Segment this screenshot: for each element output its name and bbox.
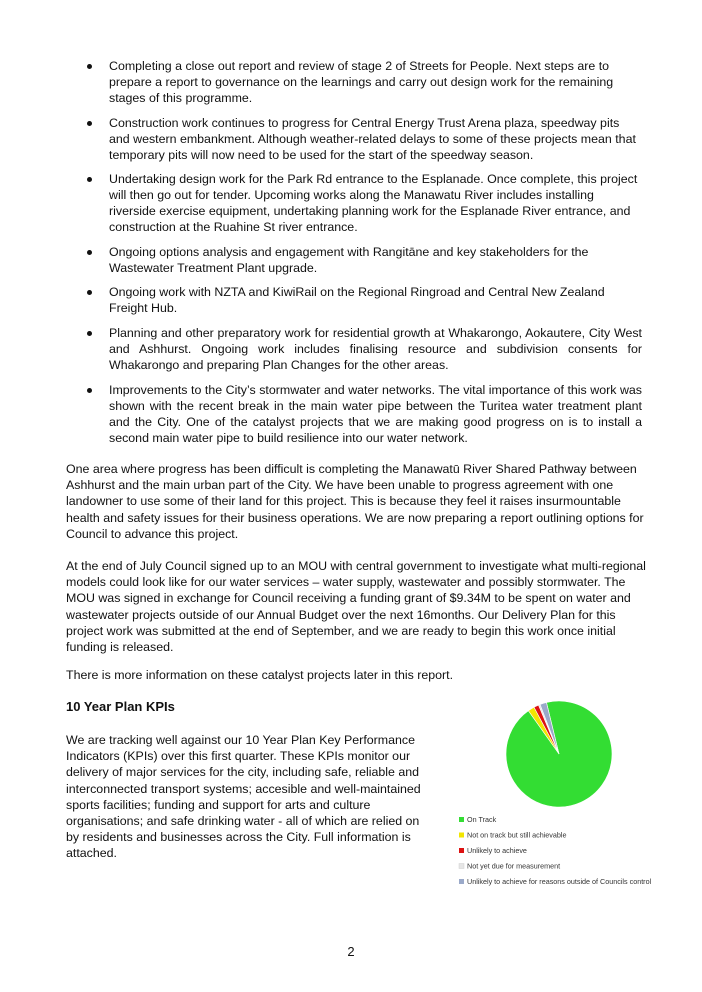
bullet-item: Planning and other preparatory work for residential growth at Whakarongo, Aokautere, City West and Ashhurst. Ongoing work includes finalising resource and subdivision consents for Whakarongo and preparing Plan Changes for the other areas. bbox=[86, 325, 642, 373]
legend-swatch bbox=[459, 879, 464, 884]
bullet-item: Improvements to the City’s stormwater and water networks. The vital importance of this work was shown with the recent break in the main water pipe between the Turitea water treatment plant and the City. One of the catalyst projects that we are making good progress on is to install a second main water pipe to build resilience into our water network. bbox=[86, 382, 642, 446]
bullet-item: Ongoing work with NZTA and KiwiRail on the Regional Ringroad and Central New Zealand Freight Hub. bbox=[86, 284, 642, 316]
legend-label: Unlikely to achieve bbox=[467, 846, 527, 855]
mou-paragraph: At the end of July Council signed up to an MOU with central government to investigate what multi-regional models could look like for our water services – water supply, wastewater and possibly stormwater. The MOU was signed in exchange for Council receiving a funding grant of $9.34M to be spent on water and wastewater projects outside of our Annual Budget over the next 16months. Our Delivery Plan for this project work was submitted at the end of September, and we are ready to begin this work once initial funding is released. bbox=[66, 559, 646, 655]
bullet-dot bbox=[87, 331, 92, 336]
legend-swatch bbox=[459, 833, 464, 838]
bullet-item: Completing a close out report and review of stage 2 of Streets for People. Next steps are to prepare a report to governance on the learnings and carry out design work for the remaining stages of this programme. bbox=[86, 58, 642, 106]
legend-swatch bbox=[459, 817, 464, 822]
legend-label: Unlikely to achieve for reasons outside of Councils control bbox=[467, 877, 652, 886]
bullet-dot bbox=[87, 388, 92, 393]
legend-label: Not on track but still achievable bbox=[467, 830, 567, 840]
page-number: 2 bbox=[347, 944, 355, 959]
bullet-dot bbox=[87, 250, 92, 255]
bullet-dot bbox=[87, 177, 92, 182]
bullet-dot bbox=[87, 64, 92, 69]
kpi-heading: 10 Year Plan KPIs bbox=[66, 699, 175, 714]
kpi-paragraph: We are tracking well against our 10 Year Plan Key Performance Indicators (KPIs) over this first quarter. These KPIs monitor our delivery of major services for the city, including safe, reliable and interconnected transport systems; accesible and well-maintained sports facilities; funding and support for arts and culture organisations; and safe drinking water - all of which are relied on by residents and businesses across the City. Full information is attached. bbox=[66, 733, 421, 861]
legend-swatch bbox=[459, 864, 464, 869]
bullet-dot bbox=[87, 121, 92, 126]
legend-label: On Track bbox=[467, 815, 497, 824]
bullet-item: Ongoing options analysis and engagement with Rangitāne and key stakeholders for the Wastewater Treatment Plant upgrade. bbox=[86, 244, 642, 276]
shared-pathway-paragraph: One area where progress has been difficult is completing the Manawatū River Shared Pathway between Ashhurst and the main urban part of the City. We have been unable to progress agreement with one landowner to use some of their land for this project. This is because they feel it raises insurmountable health and safety issues for their business operations. We are now preparing a report outlining options for Council to advance this project. bbox=[66, 462, 644, 541]
more-info-paragraph: There is more information on these catalyst projects later in this report. bbox=[66, 668, 454, 682]
bullet-dot bbox=[87, 290, 92, 295]
kpi-pie-chart bbox=[450, 700, 680, 895]
bullet-item: Construction work continues to progress for Central Energy Trust Arena plaza, speedway pits and western embankment. Although weather-related delays to some of these projects mean that temporary pits will now need to be used for the start of the speedway season. bbox=[86, 115, 642, 163]
legend-label: Not yet due for measurement bbox=[467, 861, 561, 871]
bullet-item: Undertaking design work for the Park Rd entrance to the Esplanade. Once complete, this project will then go out for tender. Upcoming works along the Manawatu River includes installing riverside exercise equipment, undertaking planning work for the Esplanade River entrance, and construction at the Ruahine St river entrance. bbox=[86, 171, 642, 235]
legend-swatch bbox=[459, 848, 464, 853]
catalyst-project-bullets bbox=[86, 58, 642, 454]
